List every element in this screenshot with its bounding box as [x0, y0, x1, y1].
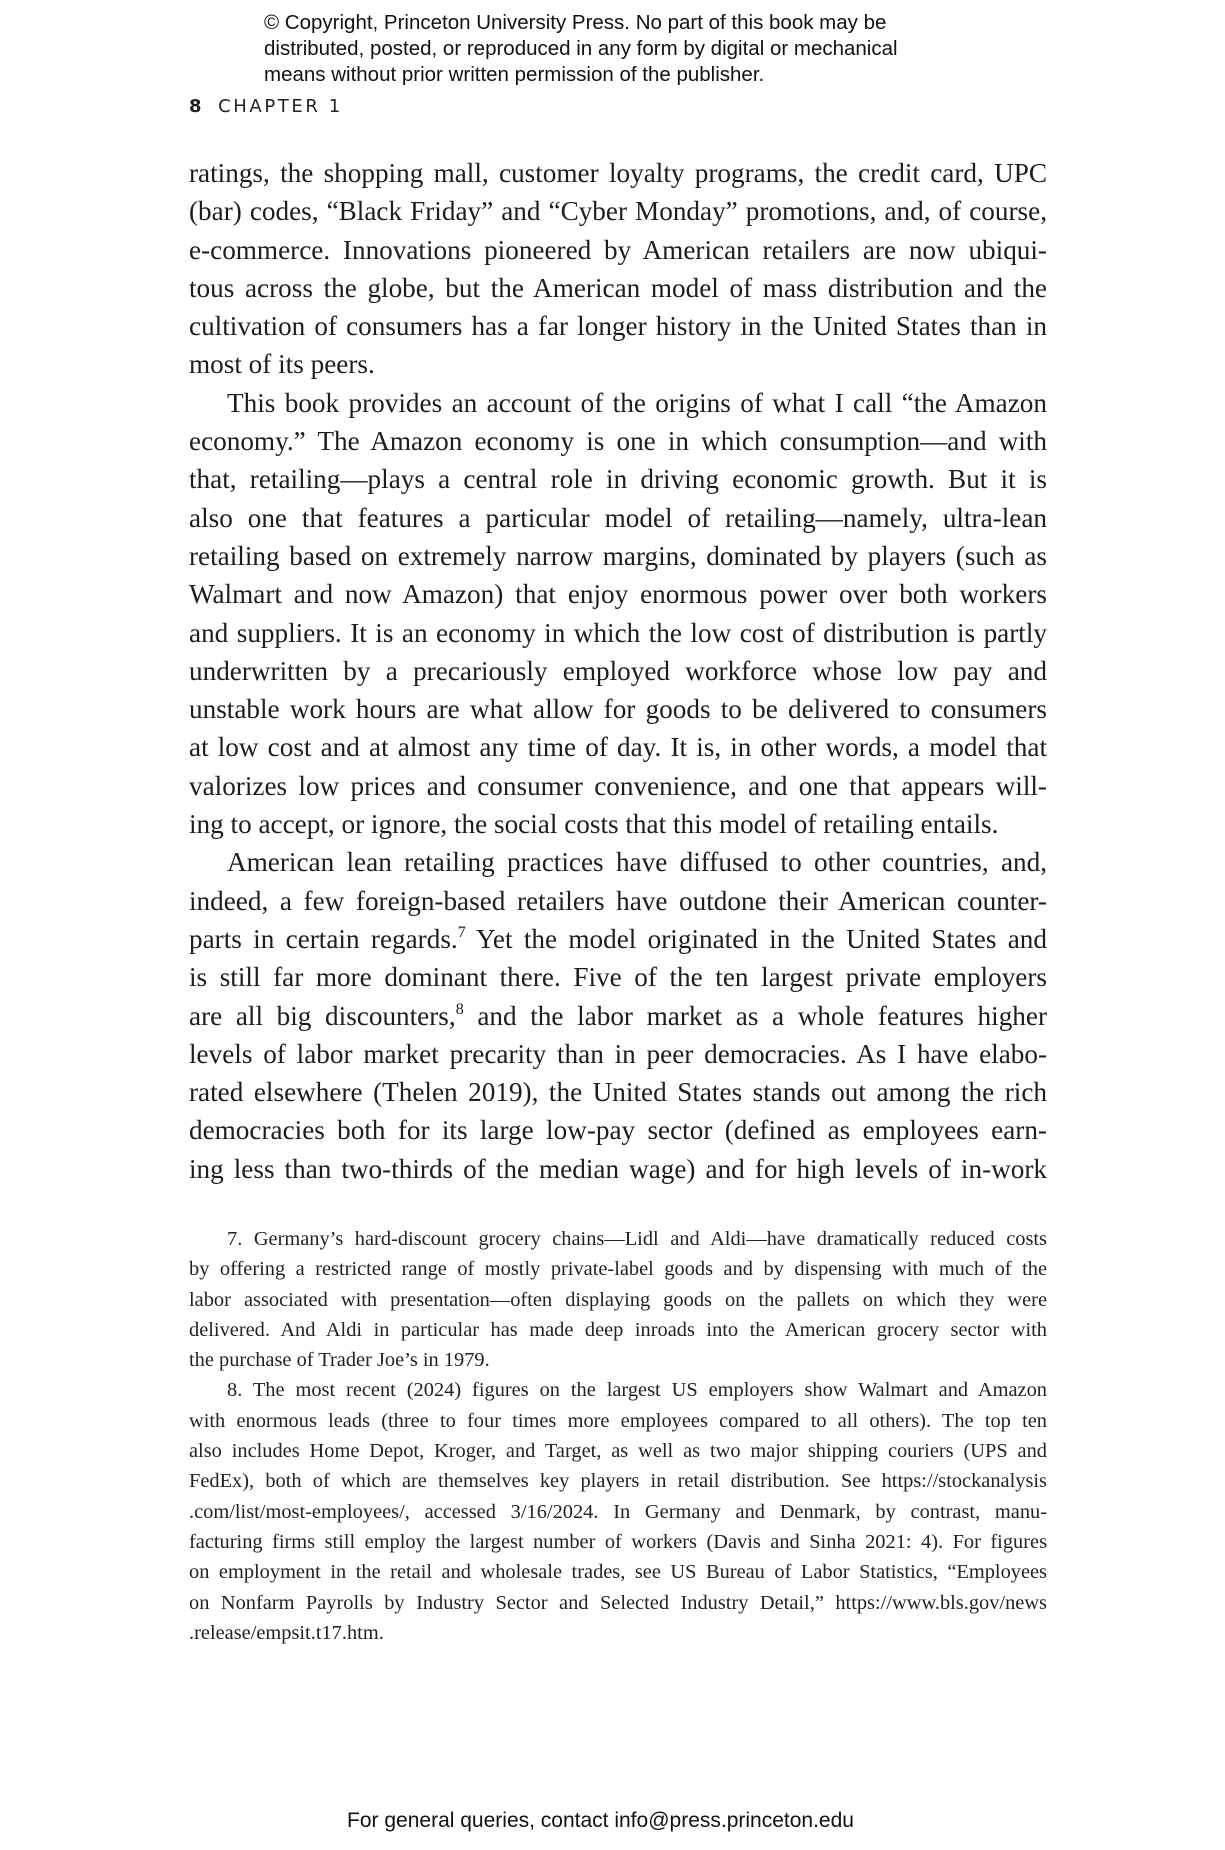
footnote-line: FedEx), both of which are themselves key players in retail distribution. See https://stockanalysis — [189, 1470, 1047, 1493]
contact-text: For general queries, contact info@press.princeton.edu — [347, 1809, 854, 1832]
body-text — [189, 154, 1047, 1188]
copyright-notice — [264, 10, 1004, 88]
text-line: most of its peers. — [189, 349, 375, 380]
text-line: levels of labor market precarity than in peer democracies. As I have elabo- — [189, 1038, 1047, 1069]
footnote-line: by offering a restricted range of mostly private-label goods and by dispensing with much of the — [189, 1258, 1047, 1281]
text-line: ratings, the shopping mall, customer loyalty programs, the credit card, UPC — [189, 158, 1047, 188]
running-head — [189, 96, 343, 117]
text-line: underwritten by a precariously employed workforce whose low pay and — [189, 655, 1047, 686]
footnote-line: on employment in the retail and wholesale trades, see US Bureau of Labor Statistics, “Employees — [189, 1561, 1047, 1584]
chapter-label: CHAPTER 1 — [218, 96, 343, 117]
copyright-line: distributed, posted, or reproduced in any form by digital or mechanical — [264, 37, 898, 60]
text-line: American lean retailing practices have diffused to other countries, and, — [227, 847, 1047, 878]
text-line: at low cost and at almost any time of day. It is, in other words, a model that — [189, 732, 1047, 763]
text-line: This book provides an account of the origins of what I call “the Amazon — [227, 387, 1047, 418]
text-line: democracies both for its large low-pay sector (defined as employees earn- — [189, 1115, 1047, 1146]
text-line: also one that features a particular model of retailing—namely, ultra-lean — [189, 502, 1047, 533]
footnote-line: delivered. And Aldi in particular has made deep inroads into the American grocery sector with — [189, 1318, 1047, 1341]
footnote-line: 8. The most recent (2024) figures on the largest US employers show Walmart and Amazon — [227, 1379, 1047, 1402]
footnote-line: labor associated with presentation—often displaying goods on the pallets on which they were — [189, 1288, 1047, 1311]
copyright-line: means without prior written permission of the publisher. — [264, 63, 765, 86]
text-segment: and the labor market as a whole features higher — [463, 1000, 1047, 1031]
page-number: 8 — [189, 96, 205, 117]
text-line: cultivation of consumers has a far longer history in the United States than in — [189, 311, 1047, 342]
page-footer — [0, 1809, 1225, 1833]
copyright-line: © Copyright, Princeton University Press. No part of this book may be — [264, 11, 887, 34]
text-segment: parts in certain regards. — [189, 923, 458, 954]
text-line: rated elsewhere (Thelen 2019), the United States stands out among the rich — [189, 1077, 1047, 1108]
text-segment: Yet the model originated in the United States and — [465, 923, 1047, 954]
footnote-line: the purchase of Trader Joe’s in 1979. — [189, 1349, 490, 1372]
footnote-line: .release/empsit.t17.htm. — [189, 1621, 384, 1644]
text-line: and suppliers. It is an economy in which the low cost of distribution is partly — [189, 617, 1047, 648]
text-line: indeed, a few foreign-based retailers have outdone their American counter- — [189, 885, 1047, 916]
footnote-line: .com/list/most-employees/, accessed 3/16/2024. In Germany and Denmark, by contrast, manu- — [189, 1500, 1047, 1523]
text-line: ing less than two-thirds of the median wage) and for high levels of in-work — [189, 1153, 1047, 1184]
text-line: (bar) codes, “Black Friday” and “Cyber Monday” promotions, and, of course, — [189, 196, 1047, 227]
text-line: e-commerce. Innovations pioneered by American retailers are now ubiqui- — [189, 234, 1047, 265]
text-line: economy.” The Amazon economy is one in which consumption—and with — [189, 426, 1047, 457]
footnote-ref-8[interactable]: 8 — [455, 1000, 464, 1018]
footnote-line: on Nonfarm Payrolls by Industry Sector and Selected Industry Detail,” https://www.bls.gov/news — [189, 1591, 1047, 1614]
footnote-line: also includes Home Depot, Kroger, and Target, as well as two major shipping couriers (UPS and — [189, 1440, 1047, 1463]
text-line: that, retailing—plays a central role in driving economic growth. But it is — [189, 464, 1047, 495]
footnotes — [189, 1224, 1047, 1648]
text-line — [189, 997, 1047, 1035]
text-line: unstable work hours are what allow for goods to be delivered to consumers — [189, 694, 1047, 725]
text-line: tous across the globe, but the American model of mass distribution and the — [189, 272, 1047, 303]
text-line: valorizes low prices and consumer convenience, and one that appears will- — [189, 770, 1047, 801]
footnote-line: with enormous leads (three to four times more employees compared to all others). The top ten — [189, 1409, 1047, 1432]
text-line: Walmart and now Amazon) that enjoy enormous power over both workers — [189, 579, 1047, 610]
footnote-line: 7. Germany’s hard-discount grocery chains—Lidl and Aldi—have dramatically reduced costs — [227, 1228, 1047, 1250]
text-line: ing to accept, or ignore, the social costs that this model of retailing entails. — [189, 809, 999, 840]
footnote-line: facturing firms still employ the largest number of workers (Davis and Sinha 2021: 4). For figures — [189, 1530, 1047, 1553]
footnote-ref-7[interactable]: 7 — [457, 923, 466, 941]
text-line — [189, 920, 1047, 958]
text-line: is still far more dominant there. Five of the ten largest private employers — [189, 962, 1047, 993]
text-segment: are all big discounters, — [189, 1000, 456, 1031]
text-line: retailing based on extremely narrow margins, dominated by players (such as — [189, 540, 1047, 571]
